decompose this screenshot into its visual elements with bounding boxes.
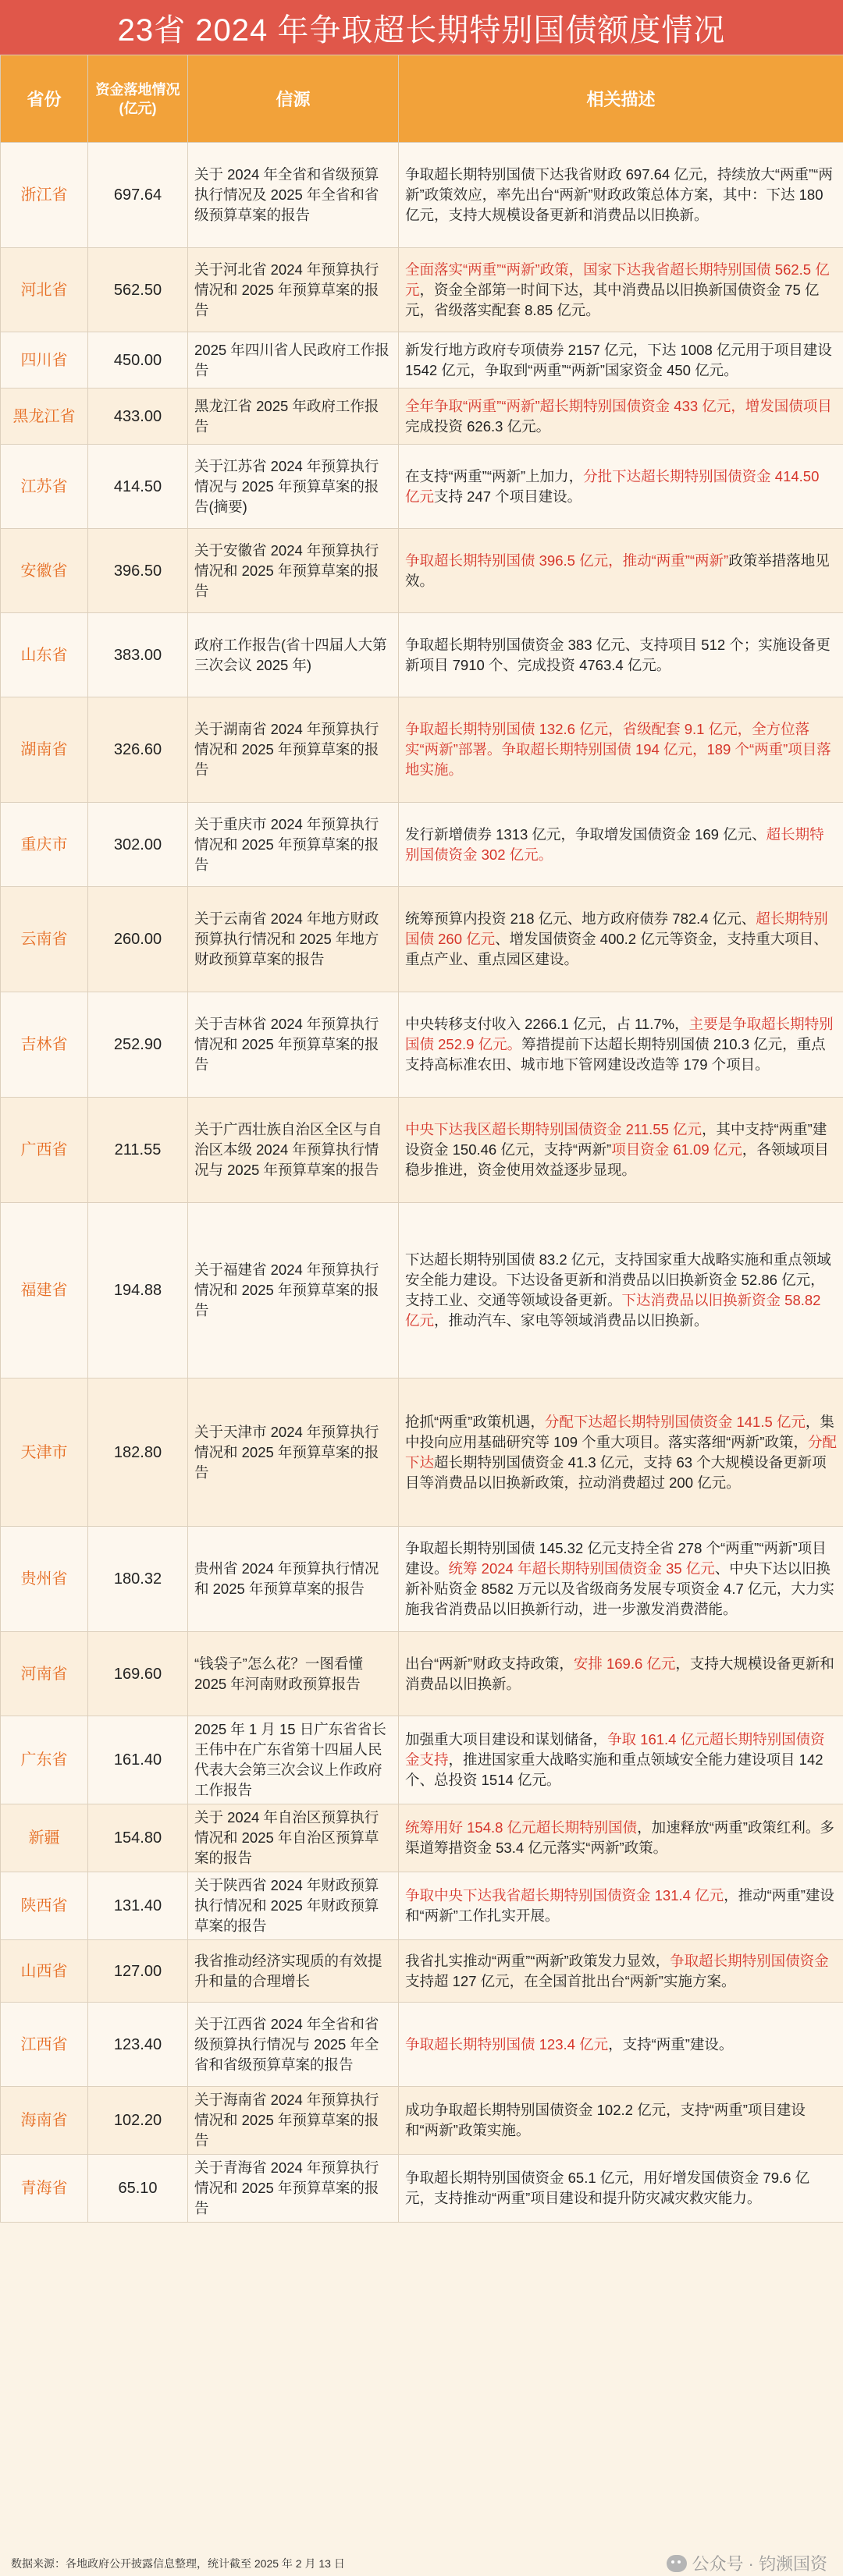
table-row xyxy=(1,1940,843,2003)
desc-text: 完成投资 626.3 亿元。 xyxy=(405,417,551,435)
desc-text: ，加速释放“两重”政策红利。多渠道筹措资金 53.4 亿元落实“两新”政策。 xyxy=(405,1819,834,1856)
header-amount: 资金落地情况(亿元) xyxy=(88,55,188,143)
province-cell: 吉林省 xyxy=(1,992,88,1098)
province-cell: 广东省 xyxy=(1,1716,88,1804)
source-cell: 关于湖南省 2024 年预算执行情况和 2025 年预算草案的报告 xyxy=(188,697,399,803)
amount-cell: 102.20 xyxy=(88,2087,188,2155)
highlight-text: 争取 161.4 亿元超长期特别国债资金支持 xyxy=(405,1731,825,1768)
table-row xyxy=(1,2155,843,2223)
table-row xyxy=(1,529,843,613)
highlight-text: 全面落实“两重”“两新”政策，国家下达我省超长期特别国债 562.5 亿元 xyxy=(405,261,830,298)
desc-text: 抢抓“两重”政策机遇， xyxy=(405,1413,545,1430)
page-title: 23省 2024 年争取超长期特别国债额度情况 xyxy=(0,0,843,55)
desc-cell xyxy=(399,2155,843,2223)
amount-cell: 169.60 xyxy=(88,1632,188,1716)
desc-cell xyxy=(399,697,843,803)
table-row xyxy=(1,445,843,529)
amount-cell: 433.00 xyxy=(88,389,188,445)
highlight-text: 下达消费品以旧换新资金 58.82 亿元 xyxy=(405,1292,821,1329)
source-cell: 关于海南省 2024 年预算执行情况和 2025 年预算草案的报告 xyxy=(188,2087,399,2155)
province-cell: 广西省 xyxy=(1,1098,88,1203)
province-cell: 陕西省 xyxy=(1,1872,88,1940)
table-row xyxy=(1,1203,843,1378)
desc-text: 发行新增债券 1313 亿元，争取增发国债资金 169 亿元、 xyxy=(405,825,767,843)
amount-cell: 260.00 xyxy=(88,887,188,992)
desc-cell xyxy=(399,1632,843,1716)
desc-text: ，资金全部第一时间下达，其中消费品以旧换新国债资金 75 亿元，省级落实配套 8.85 亿元。 xyxy=(405,281,820,318)
highlight-text: 争取超长期特别国债 132.6 亿元，省级配套 9.1 亿元，全方位落实“两新”部署。争取超长期特别国债 194 亿元，189 个“两重”项目落地实施。 xyxy=(405,721,831,778)
source-cell: 2025 年四川省人民政府工作报告 xyxy=(188,332,399,389)
amount-cell: 123.40 xyxy=(88,2003,188,2087)
province-cell: 黑龙江省 xyxy=(1,389,88,445)
amount-cell: 562.50 xyxy=(88,248,188,332)
source-cell: 关于广西壮族自治区全区与自治区本级 2024 年预算执行情况与 2025 年预算草案的报告 xyxy=(188,1098,399,1203)
desc-cell xyxy=(399,2087,843,2155)
desc-text: ，推动汽车、家电等领域消费品以旧换新。 xyxy=(434,1312,709,1329)
desc-text: ，支持大规模设备更新和消费品以旧换新。 xyxy=(405,1655,834,1692)
source-cell: 关于天津市 2024 年预算执行情况和 2025 年预算草案的报告 xyxy=(188,1378,399,1527)
desc-text: ，集中投向应用基础研究等 109 个重大项目。落实落细“两新”政策， xyxy=(405,1413,834,1450)
highlight-text: 争取超长期特别国债 396.5 亿元，推动“两重”“两新” xyxy=(405,552,729,569)
desc-text: 我省扎实推动“两重”“两新”政策发力显效， xyxy=(405,1952,670,1969)
desc-cell xyxy=(399,529,843,613)
amount-cell: 131.40 xyxy=(88,1872,188,1940)
header-desc: 相关描述 xyxy=(399,55,843,143)
table-row xyxy=(1,1378,843,1527)
desc-text: ，其中支持“两重”建设资金 150.46 亿元，支持“两新” xyxy=(405,1121,827,1158)
source-cell: 黑龙江省 2025 年政府工作报告 xyxy=(188,389,399,445)
highlight-text: 超长期特别国债 260 亿元 xyxy=(405,910,828,947)
desc-text: 统筹预算内投资 218 亿元、地方政府债券 782.4 亿元、 xyxy=(405,910,756,927)
desc-text: ，推进国家重大战略实施和重点领域安全能力建设项目 142 个、总投资 1514 亿元。 xyxy=(405,1751,823,1788)
desc-text: 争取超长期特别国债资金 383 亿元、支持项目 512 个；实施设备更新项目 7910 个、完成投资 4763.4 亿元。 xyxy=(405,636,831,673)
footer-source: 数据来源：各地政府公开披露信息整理，统计截至 2025 年 2 月 13 日 xyxy=(11,2557,345,2570)
desc-cell xyxy=(399,613,843,697)
province-cell: 重庆市 xyxy=(1,803,88,887)
table-row xyxy=(1,1527,843,1632)
desc-cell xyxy=(399,143,843,248)
highlight-text: 分配下达超长期特别国债资金 141.5 亿元 xyxy=(544,1413,806,1430)
desc-text: 出台“两新”财政支持政策， xyxy=(405,1655,574,1672)
amount-cell: 252.90 xyxy=(88,992,188,1098)
table-row xyxy=(1,1872,843,1940)
desc-text: 在支持“两重”“两新”上加力， xyxy=(405,467,584,484)
desc-cell xyxy=(399,803,843,887)
desc-cell xyxy=(399,1940,843,2003)
province-cell: 云南省 xyxy=(1,887,88,992)
amount-cell: 154.80 xyxy=(88,1804,188,1872)
desc-text: ，支持“两重”建设。 xyxy=(608,2035,734,2053)
table-row xyxy=(1,143,843,248)
desc-text: 成功争取超长期特别国债资金 102.2 亿元，支持“两重”项目建设和“两新”政策实施。 xyxy=(405,2102,806,2138)
desc-cell xyxy=(399,1527,843,1632)
table-row xyxy=(1,2003,843,2087)
desc-text: 下达超长期特别国债 83.2 亿元，支持国家重大战略实施和重点领域安全能力建设。下达设备更新和消费品以旧换新资金 52.86 亿元，支持工业、交通等领域设备更新。 xyxy=(405,1251,831,1308)
source-cell: 关于 2024 年自治区预算执行情况和 2025 年自治区预算草案的报告 xyxy=(188,1804,399,1872)
source-cell: 关于重庆市 2024 年预算执行情况和 2025 年预算草案的报告 xyxy=(188,803,399,887)
desc-cell xyxy=(399,445,843,529)
source-cell: 关于吉林省 2024 年预算执行情况和 2025 年预算草案的报告 xyxy=(188,992,399,1098)
highlight-text: 分批下达超长期特别国债资金 414.50 亿元 xyxy=(405,467,820,505)
table-row xyxy=(1,389,843,445)
desc-cell xyxy=(399,2003,843,2087)
source-cell: 关于江西省 2024 年全省和省级预算执行情况与 2025 年全省和省级预算草案的报告 xyxy=(188,2003,399,2087)
source-cell: 2025 年 1 月 15 日广东省省长王伟中在广东省第十四届人民代表大会第三次会议上作政府工作报告 xyxy=(188,1716,399,1804)
desc-text: 、中央下达以旧换新补贴资金 8582 万元以及省级商务发展专项资金 4.7 亿元，大力实施我省消费品以旧换新行动，进一步激发消费潜能。 xyxy=(405,1560,834,1617)
amount-cell: 65.10 xyxy=(88,2155,188,2223)
highlight-text: 统筹用好 154.8 亿元超长期特别国债 xyxy=(405,1819,638,1836)
desc-cell xyxy=(399,1378,843,1527)
table-row xyxy=(1,803,843,887)
desc-cell xyxy=(399,1098,843,1203)
desc-text: 新发行地方政府专项债券 2157 亿元，下达 1008 亿元用于项目建设 1542 亿元，争取到“两重”“两新”国家资金 450 亿元。 xyxy=(405,341,832,378)
province-cell: 山东省 xyxy=(1,613,88,697)
source-cell: 关于河北省 2024 年预算执行情况和 2025 年预算草案的报告 xyxy=(188,248,399,332)
table-row xyxy=(1,332,843,389)
province-cell: 江西省 xyxy=(1,2003,88,2087)
desc-text: 政策举措落地见效。 xyxy=(405,552,830,589)
table-row xyxy=(1,1098,843,1203)
table-row xyxy=(1,1716,843,1804)
highlight-text: 争取超长期特别国债 123.4 亿元 xyxy=(405,2035,609,2053)
desc-cell xyxy=(399,1872,843,1940)
desc-cell xyxy=(399,248,843,332)
province-cell: 河南省 xyxy=(1,1632,88,1716)
amount-cell: 697.64 xyxy=(88,143,188,248)
amount-cell: 127.00 xyxy=(88,1940,188,2003)
desc-text: 支持 247 个项目建设。 xyxy=(434,488,582,505)
province-cell: 湖南省 xyxy=(1,697,88,803)
province-cell: 福建省 xyxy=(1,1203,88,1378)
desc-text: ，各领域项目稳步推进，资金使用效益逐步显现。 xyxy=(405,1141,829,1178)
table-row xyxy=(1,2087,843,2155)
source-cell: 关于江苏省 2024 年预算执行情况与 2025 年预算草案的报告(摘要) xyxy=(188,445,399,529)
table-row xyxy=(1,248,843,332)
header-source: 信源 xyxy=(188,55,399,143)
footer xyxy=(0,2549,843,2576)
source-cell: 政府工作报告(省十四届人大第三次会议 2025 年) xyxy=(188,613,399,697)
desc-text: 筹措提前下达超长期特别国债 210.3 亿元，重点支持高标准农田、城市地下管网建设改造等 179 个项目。 xyxy=(405,1036,826,1073)
highlight-text: 超长期特别国债资金 302 亿元。 xyxy=(405,825,824,863)
highlight-text: 争取超长期特别国债资金 xyxy=(670,1952,829,1969)
source-cell: 关于青海省 2024 年预算执行情况和 2025 年预算草案的报告 xyxy=(188,2155,399,2223)
amount-cell: 450.00 xyxy=(88,332,188,389)
table-row xyxy=(1,1804,843,1872)
desc-text: 加强重大项目建设和谋划储备， xyxy=(405,1731,608,1747)
source-cell: 关于安徽省 2024 年预算执行情况和 2025 年预算草案的报告 xyxy=(188,529,399,613)
source-cell: 贵州省 2024 年预算执行情况和 2025 年预算草案的报告 xyxy=(188,1527,399,1632)
desc-text: 超长期特别国债资金 41.3 亿元，支持 63 个大规模设备更新项目等消费品以旧换新政策，拉动消费超过 200 亿元。 xyxy=(405,1453,827,1491)
amount-cell: 414.50 xyxy=(88,445,188,529)
highlight-text: 项目资金 61.09 亿元 xyxy=(611,1141,742,1158)
desc-cell xyxy=(399,1804,843,1872)
province-cell: 山西省 xyxy=(1,1940,88,2003)
desc-cell xyxy=(399,332,843,389)
province-cell: 河北省 xyxy=(1,248,88,332)
amount-cell: 211.55 xyxy=(88,1098,188,1203)
amount-cell: 302.00 xyxy=(88,803,188,887)
province-cell: 安徽省 xyxy=(1,529,88,613)
source-cell: 关于陕西省 2024 年财政预算执行情况和 2025 年财政预算草案的报告 xyxy=(188,1872,399,1940)
desc-text: 争取超长期特别国债资金 65.1 亿元，用好增发国债资金 79.6 亿元，支持推动“两重”项目建设和提升防灾减灾救灾能力。 xyxy=(405,2170,810,2206)
wechat-icon xyxy=(667,2555,687,2572)
amount-cell: 180.32 xyxy=(88,1527,188,1632)
desc-cell xyxy=(399,887,843,992)
province-cell: 青海省 xyxy=(1,2155,88,2223)
highlight-text: 统筹 2024 年超长期特别国债资金 35 亿元 xyxy=(448,1560,715,1577)
province-cell: 贵州省 xyxy=(1,1527,88,1632)
source-cell: 关于云南省 2024 年地方财政预算执行情况和 2025 年地方财政预算草案的报告 xyxy=(188,887,399,992)
highlight-text: 安排 169.6 亿元 xyxy=(573,1655,676,1672)
province-cell: 浙江省 xyxy=(1,143,88,248)
amount-cell: 326.60 xyxy=(88,697,188,803)
header-row xyxy=(1,55,843,143)
desc-text: 支持超 127 亿元，在全国首批出台“两新”实施方案。 xyxy=(405,1972,736,1989)
table-row xyxy=(1,1632,843,1716)
desc-text: 中央转移支付收入 2266.1 亿元，占 11.7%， xyxy=(405,1016,689,1032)
desc-text: 争取超长期特别国债 145.32 亿元支持全省 278 个“两重”“两新”项目建设。 xyxy=(405,1540,827,1577)
watermark xyxy=(667,2551,827,2575)
province-cell: 江苏省 xyxy=(1,445,88,529)
province-cell: 新疆 xyxy=(1,1804,88,1872)
province-cell: 四川省 xyxy=(1,332,88,389)
highlight-text: 中央下达我区超长期特别国债资金 211.55 亿元 xyxy=(405,1121,702,1137)
amount-cell: 182.80 xyxy=(88,1378,188,1527)
province-cell: 海南省 xyxy=(1,2087,88,2155)
desc-text: ，推动“两重”建设和“两新”工作扎实开展。 xyxy=(405,1887,834,1924)
desc-text: 争取超长期特别国债下达我省财政 697.64 亿元，持续放大“两重”“两新”政策效应，率先出台“两新”财政政策总体方案，其中：下达 180 亿元，支持大规模设备更新和消费品以旧换新。 xyxy=(405,166,833,223)
data-table xyxy=(0,55,843,2223)
amount-cell: 383.00 xyxy=(88,613,188,697)
highlight-text: 分配下达 xyxy=(405,1433,837,1471)
desc-cell xyxy=(399,389,843,445)
table-row xyxy=(1,613,843,697)
highlight-text: 全年争取“两重”“两新”超长期特别国债资金 433 亿元，增发国债项目 xyxy=(405,397,832,414)
desc-text: 、增发国债资金 400.2 亿元等资金，支持重大项目、重点产业、重点园区建设。 xyxy=(405,931,828,967)
province-cell: 天津市 xyxy=(1,1378,88,1527)
amount-cell: 194.88 xyxy=(88,1203,188,1378)
amount-cell: 396.50 xyxy=(88,529,188,613)
source-cell: “钱袋子”怎么花？一图看懂 2025 年河南财政预算报告 xyxy=(188,1632,399,1716)
source-cell: 我省推动经济实现质的有效提升和量的合理增长 xyxy=(188,1940,399,2003)
highlight-text: 主要是争取超长期特别国债 252.9 亿元。 xyxy=(405,1016,834,1052)
watermark-text: 公众号 · 钧濒国资 xyxy=(692,2554,827,2574)
table-row xyxy=(1,697,843,803)
source-cell: 关于 2024 年全省和省级预算执行情况及 2025 年全省和省级预算草案的报告 xyxy=(188,143,399,248)
desc-cell xyxy=(399,1716,843,1804)
desc-cell xyxy=(399,1203,843,1378)
table-row xyxy=(1,887,843,992)
amount-cell: 161.40 xyxy=(88,1716,188,1804)
header-province: 省份 xyxy=(1,55,88,143)
table-row xyxy=(1,992,843,1098)
desc-cell xyxy=(399,992,843,1098)
source-cell: 关于福建省 2024 年预算执行情况和 2025 年预算草案的报告 xyxy=(188,1203,399,1378)
highlight-text: 争取中央下达我省超长期特别国债资金 131.4 亿元 xyxy=(405,1887,724,1904)
